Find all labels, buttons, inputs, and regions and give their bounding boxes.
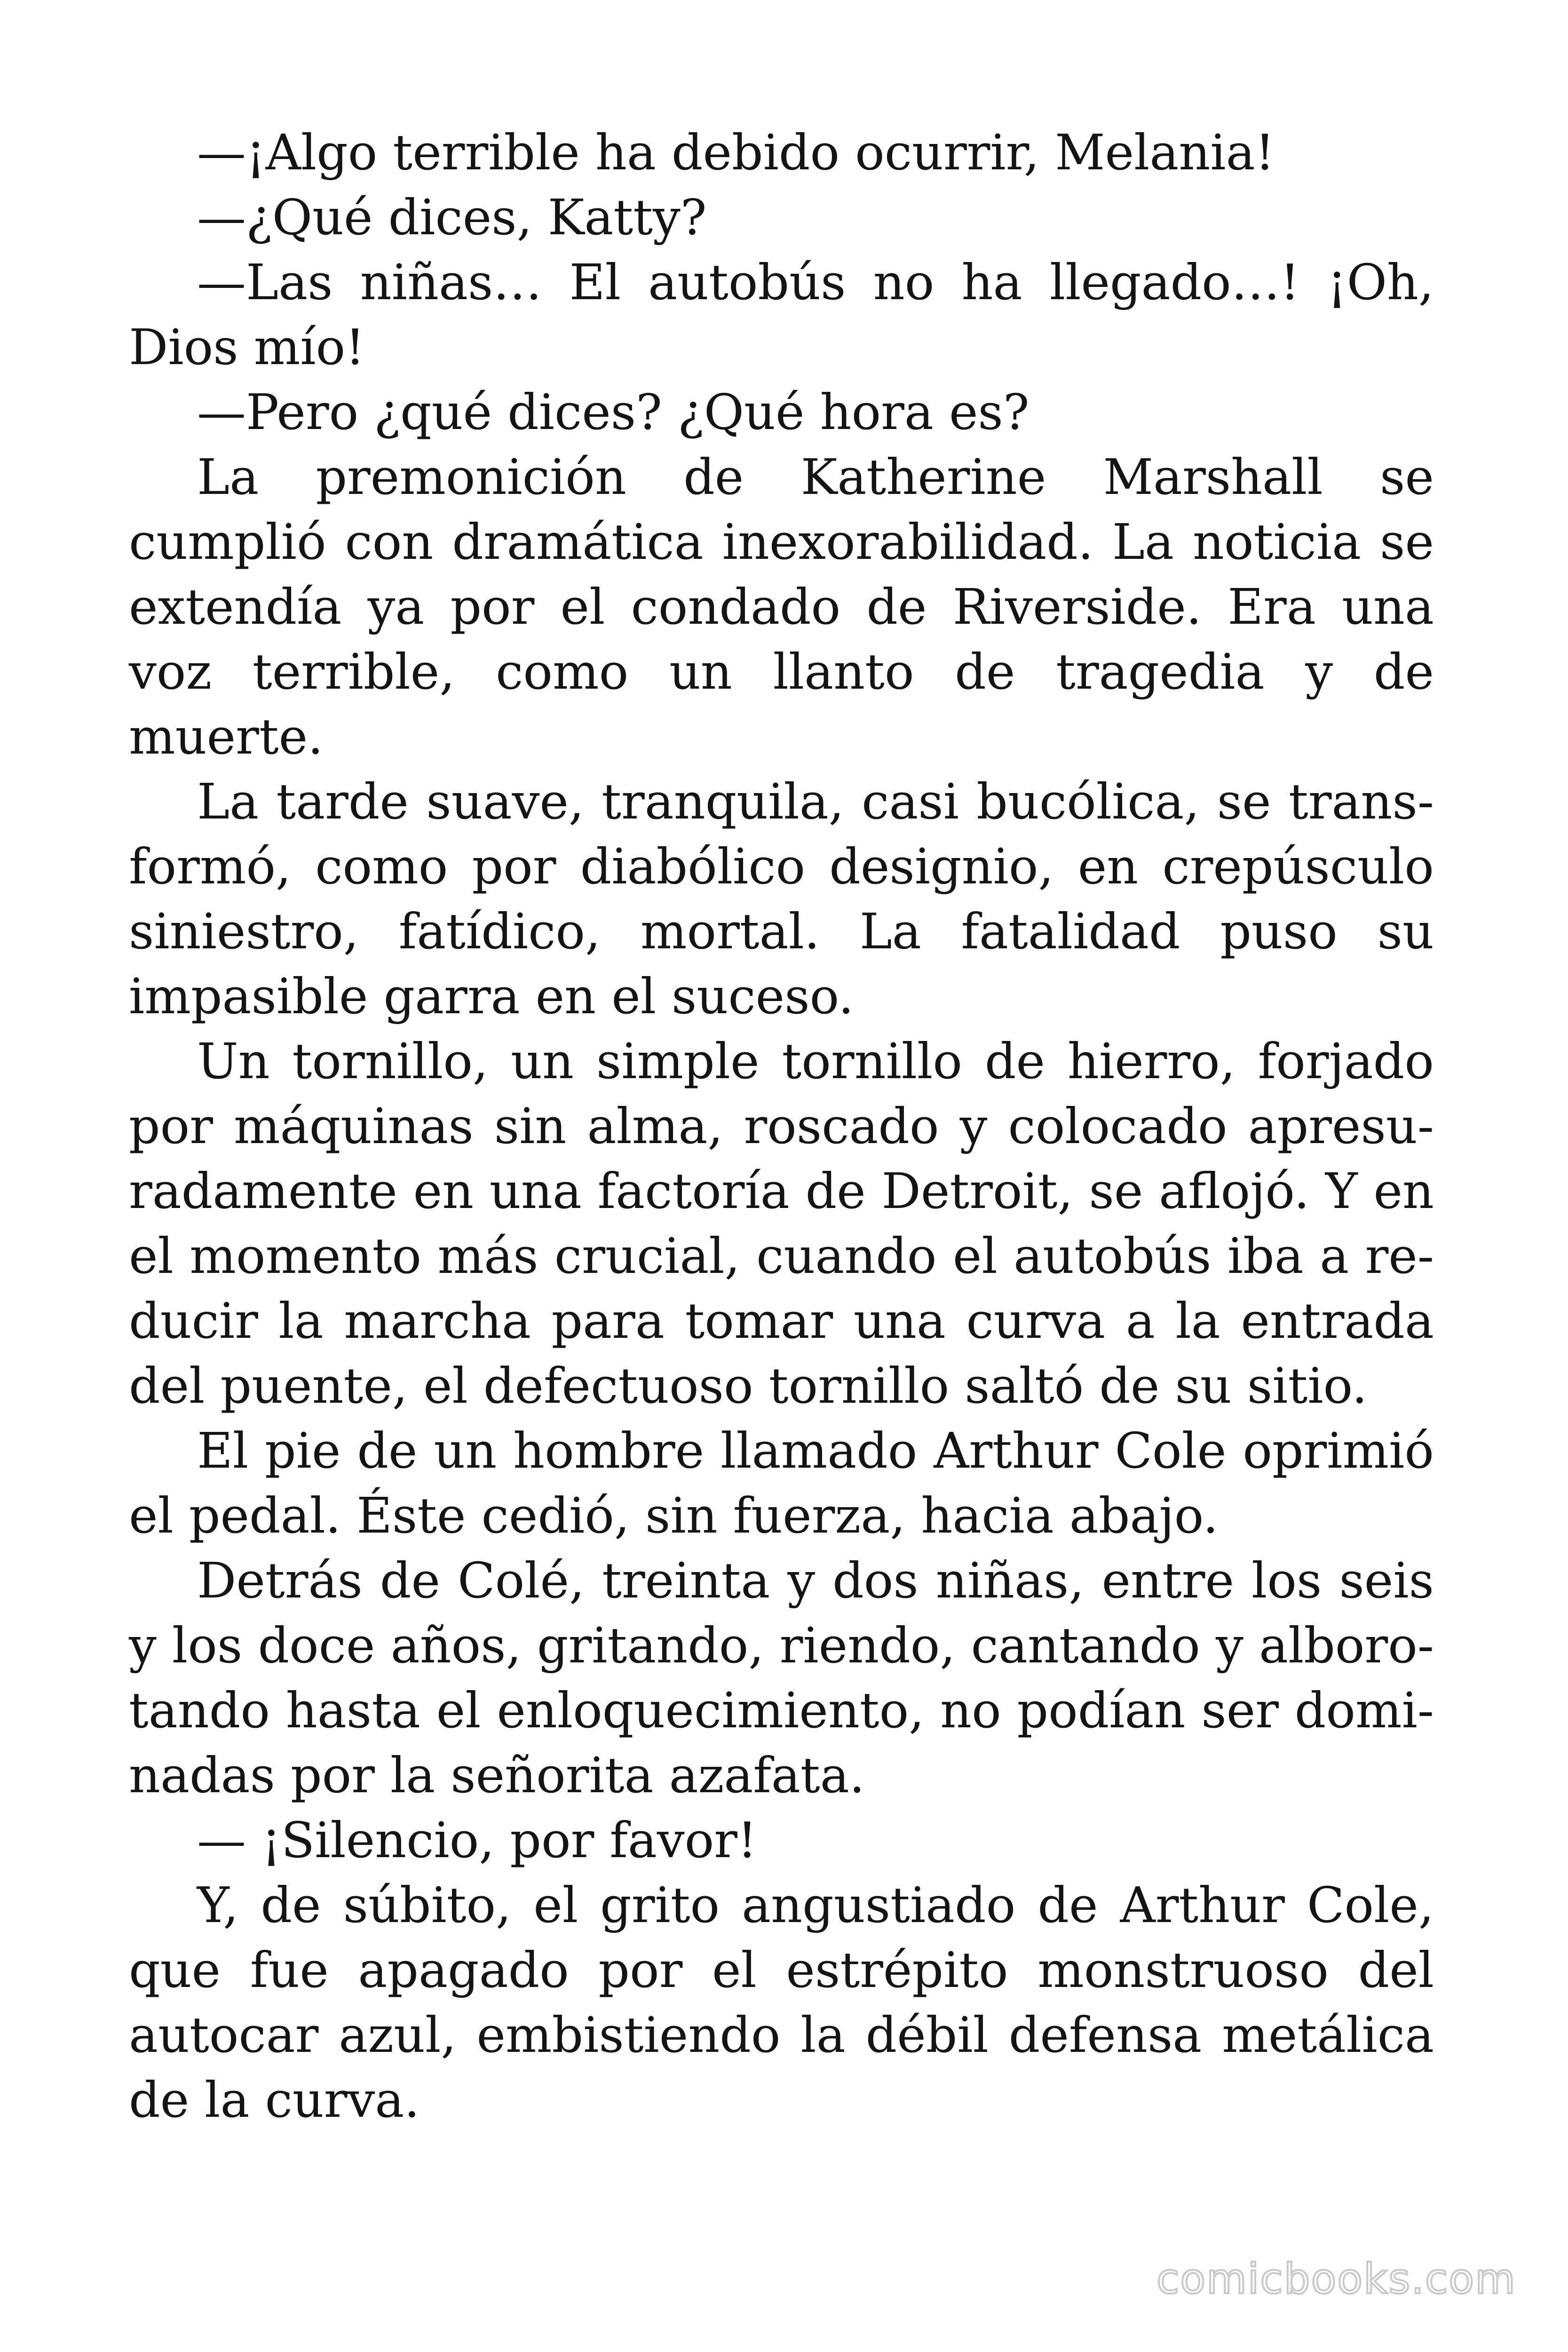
watermark-text: comicbooks.com	[1156, 2255, 1516, 2303]
paragraph: La premonición de Katherine Marshall se cumplió con dramática inexorabilidad. La noticia se extendía ya por el condado de Riverside. Era una voz terrible, como un llanto de tragedia y de muerte.	[129, 448, 1434, 765]
book-page-text	[129, 120, 1434, 2132]
paragraph: Un tornillo, un simple tornillo de hierro, forjado por máquinas sin alma, roscado y colocado apresuradamente en una factoría de Detroit, se aflojó. Y en el momento más crucial, cuando el autobús iba a reducir la marcha para tomar una curva a la entrada del puente, el defectuoso tornillo saltó de su sitio.	[129, 1033, 1434, 1414]
paragraph: —¡Algo terrible ha debido ocurrir, Melania!	[197, 124, 1275, 181]
paragraph: Y, de súbito, el grito angustiado de Arthur Cole, que fue apagado por el estrépito monstruoso del autocar azul, embistiendo la débil defensa metálica de la curva.	[129, 1876, 1434, 2129]
paragraph: El pie de un hombre llamado Arthur Cole oprimió el pedal. Éste cedió, sin fuerza, hacia abajo.	[129, 1422, 1434, 1544]
paragraph: La tarde suave, tranquila, casi bucólica, se transformó, como por diabólico designio, en crepúsculo siniestro, fatídico, mortal. La fatalidad puso su impasible garra en el suceso.	[129, 773, 1434, 1025]
paragraph: Detrás de Colé, treinta y dos niñas, entre los seis y los doce años, gritando, riendo, cantando y alborotando hasta el enloquecimiento, no podían ser dominadas por la señorita azafata.	[129, 1552, 1434, 1804]
paragraph: — ¡Silencio, por favor!	[197, 1812, 757, 1869]
paragraph: —Pero ¿qué dices? ¿Qué hora es?	[197, 383, 1029, 441]
paragraph: —Las niñas… El autobús no ha llegado…! ¡Oh, Dios mío!	[129, 254, 1434, 376]
paragraph: —¿Qué dices, Katty?	[197, 189, 707, 246]
